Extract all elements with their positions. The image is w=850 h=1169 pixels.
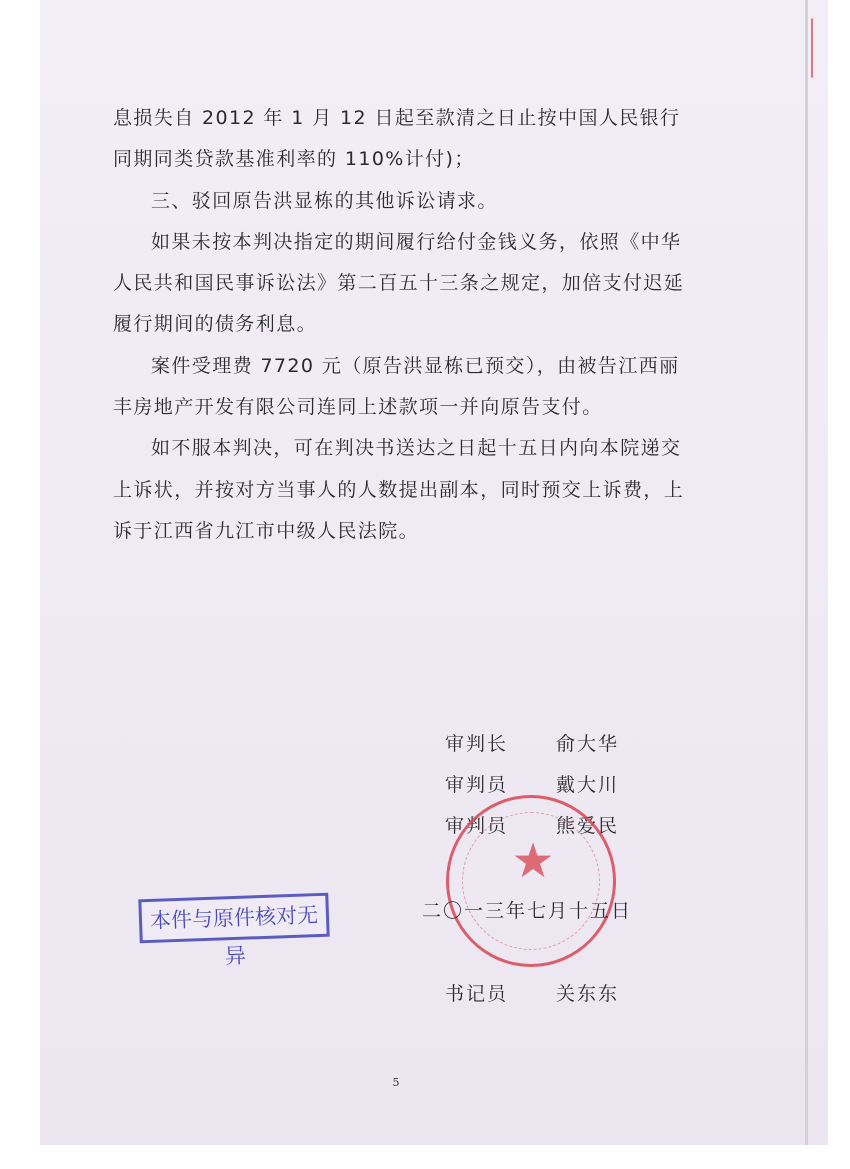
page-number: 5	[392, 1076, 400, 1089]
binding-mark	[811, 18, 817, 78]
clerk-title: 书记员	[445, 983, 509, 1005]
judgment-body	[113, 98, 693, 552]
page-edge-shadow	[805, 0, 808, 1145]
signature-presiding-judge-title: 审判长	[445, 733, 509, 755]
scan-margin-left	[0, 0, 40, 1169]
paragraph-case-fee: 案件受理费 7720 元（原告洪显栋已预交），由被告江西丽丰房地产开发有限公司连同上述款项一并向原告支付。	[113, 354, 680, 419]
signature-judge-1-name: 戴大川	[556, 774, 620, 796]
signature-judge-2-name: 熊爱民	[556, 815, 620, 837]
paragraph-delayed-performance: 如果未按本判决指定的期间履行给付金钱义务，依照《中华人民共和国民事诉讼法》第二百五十三条之规定，加倍支付迟延履行期间的债务利息。	[113, 230, 685, 336]
paragraph-appeal-notice: 如不服本判决，可在判决书送达之日起十五日内向本院递交上诉状，并按对方当事人的人数提出副本，同时预交上诉费，上诉于江西省九江市中级人民法院。	[113, 437, 685, 542]
verification-stamp: 本件与原件核对无异	[138, 893, 329, 944]
signature-judge-1-title: 审判员	[445, 774, 509, 796]
scan-margin-right	[828, 0, 850, 1169]
clerk-name: 关东东	[556, 983, 620, 1005]
court-seal-star-icon: ★	[511, 833, 555, 889]
signature-judge-2-title: 审判员	[445, 815, 509, 837]
paragraph-dismiss-claims: 三、驳回原告洪显栋的其他诉讼请求。	[151, 189, 498, 212]
judgment-date: 二〇一三年七月十五日	[422, 900, 633, 922]
signature-presiding-judge-name: 俞大华	[556, 733, 620, 755]
scan-margin-bottom	[0, 1145, 850, 1169]
paragraph-interest-clause: 息损失自 2012 年 1 月 12 日起至款清之日止按中国人民银行同期同类贷款基准利率的 110%计付)；	[113, 107, 681, 171]
